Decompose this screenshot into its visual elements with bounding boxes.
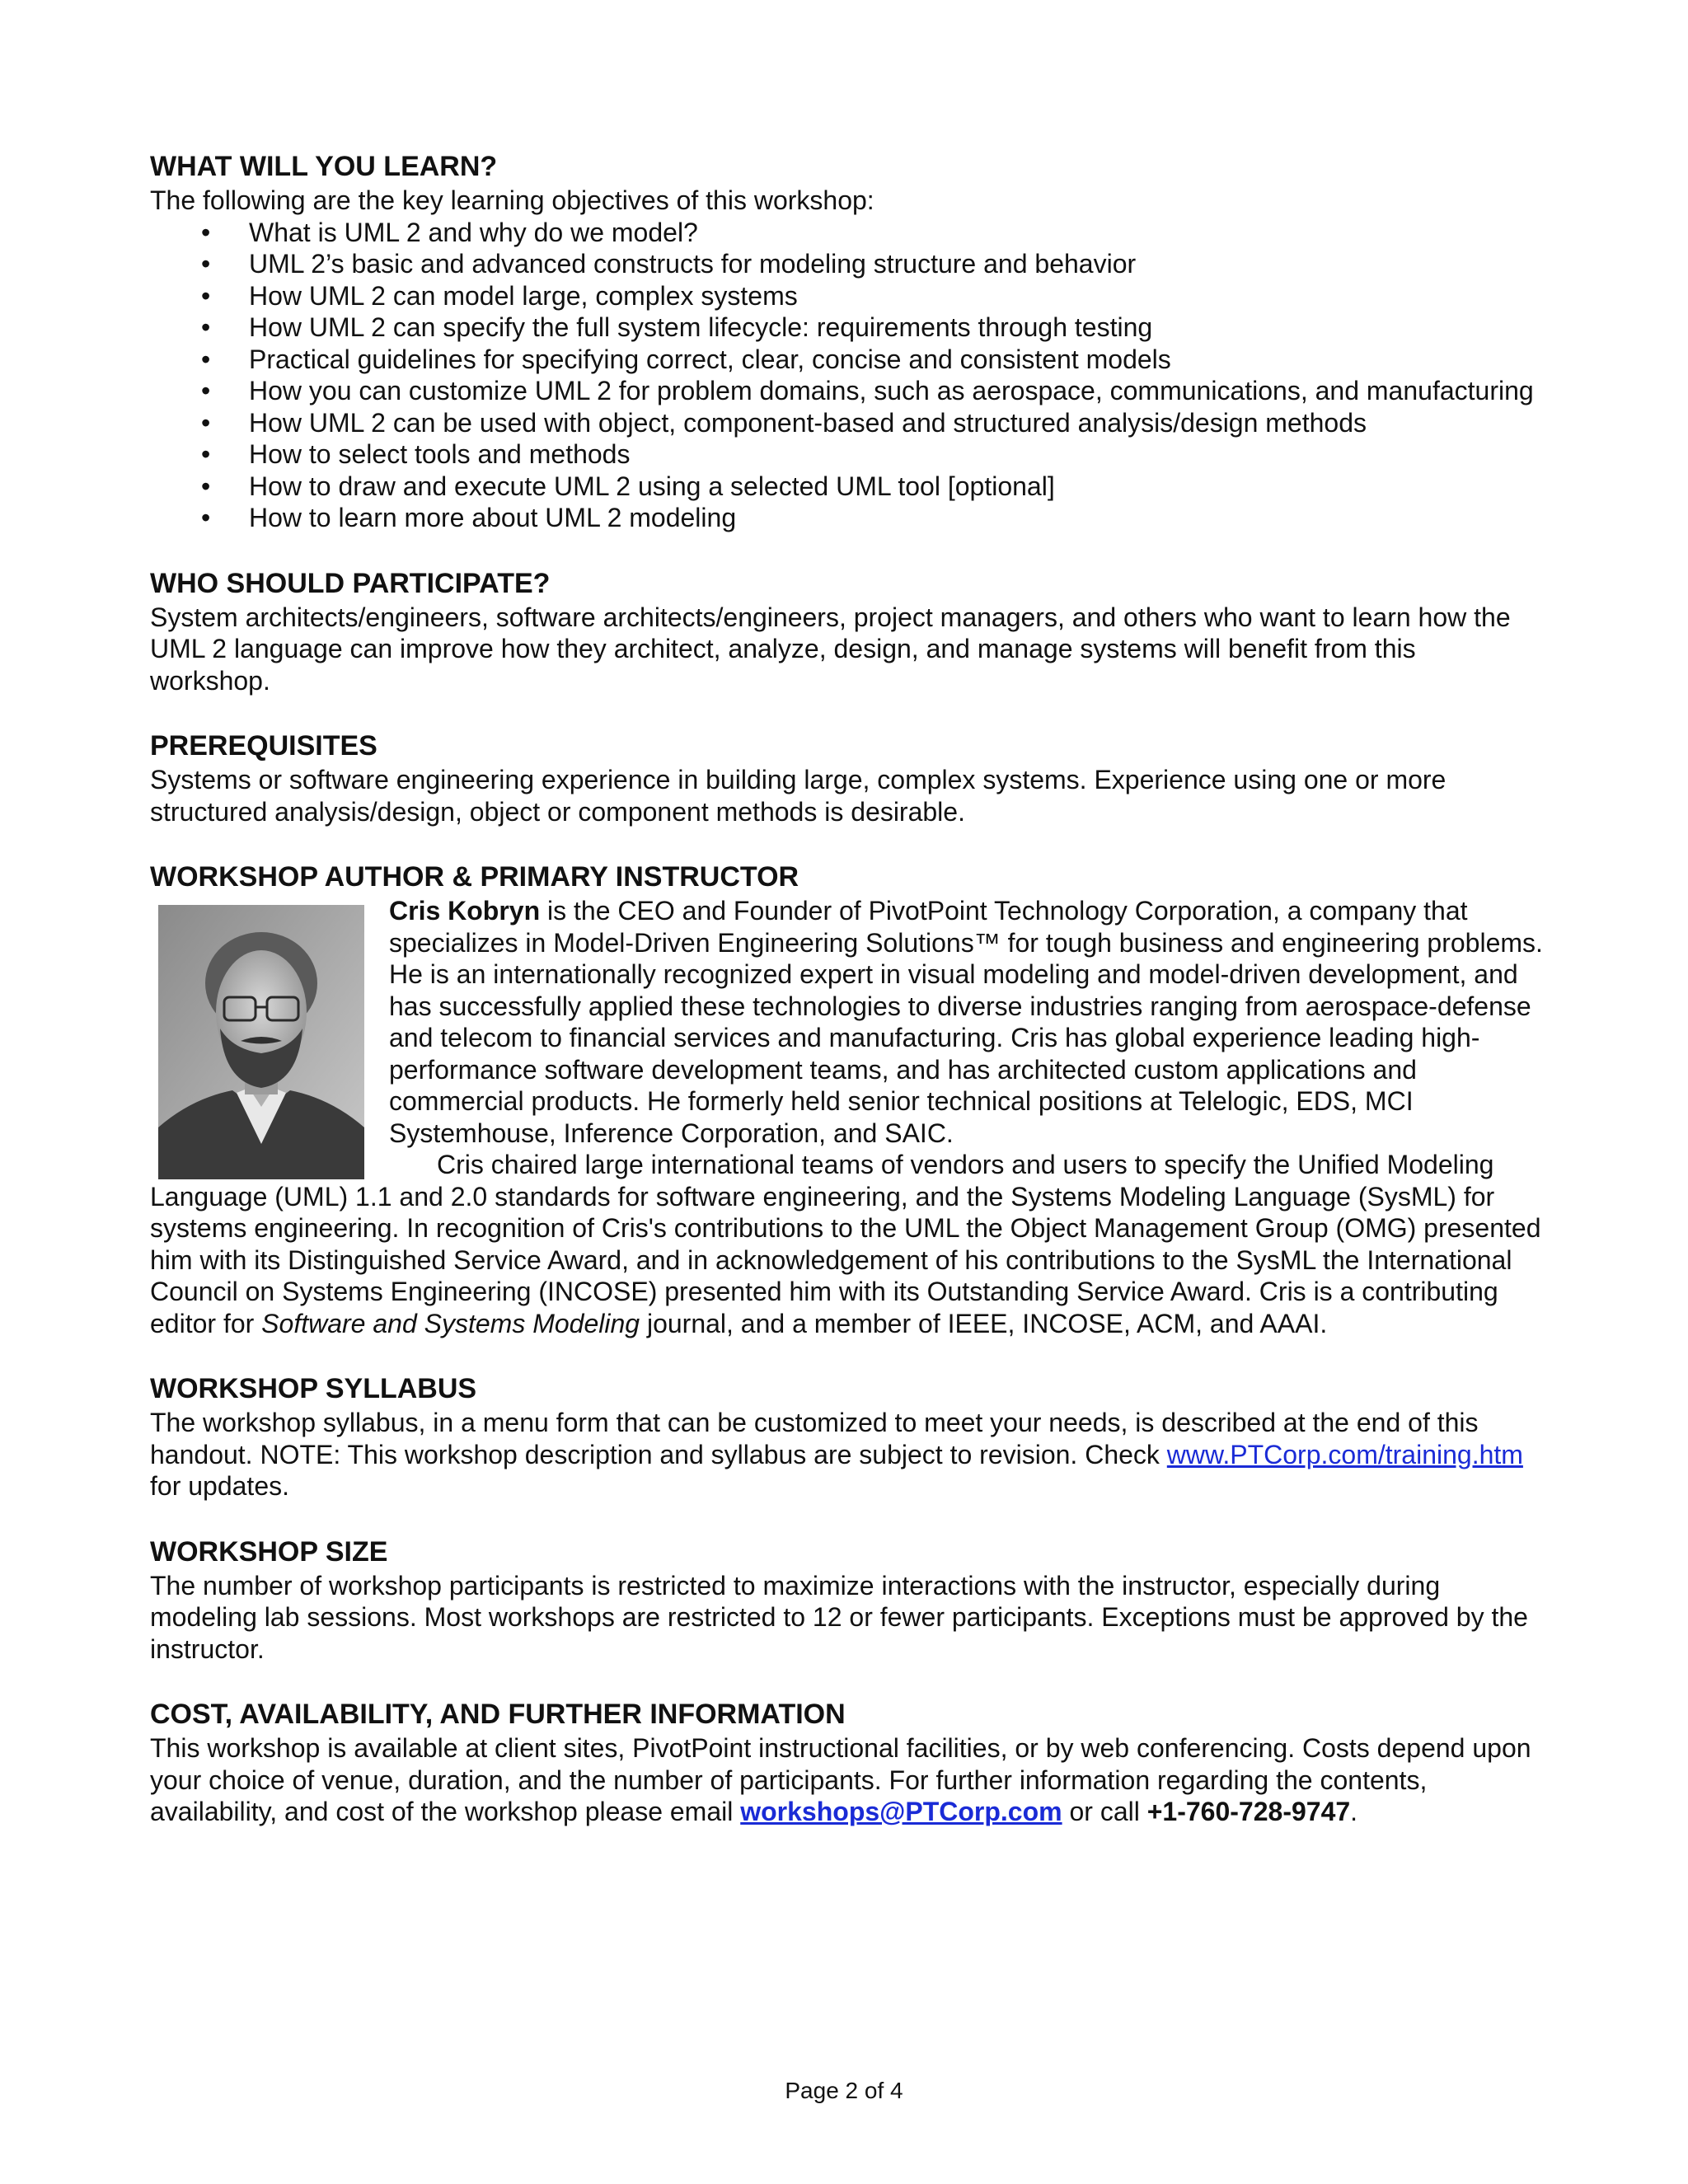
bullet-icon: •: [201, 471, 211, 501]
journal-title: Software and Systems Modeling: [261, 1308, 640, 1338]
section-prerequisites: [150, 728, 1543, 827]
section-workshop-size: [150, 1534, 1543, 1666]
heading-cost: COST, AVAILABILITY, AND FURTHER INFORMATION: [150, 1699, 846, 1730]
heading-syllabus: WORKSHOP SYLLABUS: [150, 1373, 477, 1404]
list-item: • How to select tools and methods: [201, 439, 631, 469]
heading-what-will-you-learn: WHAT WILL YOU LEARN?: [150, 151, 498, 182]
section-who-should-participate: [150, 565, 1543, 697]
section-what-will-you-learn: [150, 148, 1543, 534]
list-item: • UML 2’s basic and advanced constructs for modeling structure and behavior: [201, 249, 1137, 279]
phone-number: +1-760-728-9747: [1146, 1797, 1351, 1826]
page-number: Page 2 of 4: [785, 2078, 903, 2103]
section-cost: [150, 1696, 1543, 1828]
heading-prerequisites: PREREQUISITES: [150, 730, 377, 762]
list-item: • What is UML 2 and why do we model?: [201, 217, 698, 247]
list-item: • How UML 2 can specify the full system lifecycle: requirements through testing: [201, 312, 1153, 342]
list-item: • How UML 2 can be used with object, component-based and structured analysis/design methods: [201, 407, 1367, 438]
bullet-icon: •: [201, 217, 211, 247]
list-item: • How you can customize UML 2 for problem domains, such as aerospace, communications, and manufacturing: [201, 376, 1534, 405]
cost-text: This workshop is available at client sites, PivotPoint instructional facilities, or by web conferencing. Costs depend upon your choice of venue, duration, and the number of participants. For further information regarding the contents, availability, and cost of the workshop please email workshops@PTCorp.com or call +1-760-728-9747.: [150, 1733, 1531, 1826]
instructor-name: Cris Kobryn: [389, 896, 541, 926]
heading-author: WORKSHOP AUTHOR & PRIMARY INSTRUCTOR: [150, 861, 799, 893]
list-item: • How to learn more about UML 2 modeling: [201, 503, 737, 532]
instructor-bio-continued: Cris chaired large international teams of vendors and users to specify the Unified Modeling Language (UML) 1.1 and 2.0 standards for software engineering, and the Systems Modeling Language (SysML) for systems engineering. In recognition of Cris's contributions to the UML the Object Management Group (OMG) presented him with its Distinguished Service Award, and in acknowledgement of his contributions to the SysML the International Council on Systems Engineering (INCOSE) presented him with its Outstanding Service Award. Cris is a contributing editor for Software and Systems Modeling journal, and a member of IEEE, INCOSE, ACM, and AAAI.: [150, 1150, 1541, 1338]
bullet-icon: •: [201, 280, 211, 311]
syllabus-text: The workshop syllabus, in a menu form that can be customized to meet your needs, is described at the end of this handout. NOTE: This workshop description and syllabus are subject to revision. Check www.PTCorp.com/training.htm for updates.: [150, 1408, 1523, 1501]
heading-workshop-size: WORKSHOP SIZE: [150, 1535, 388, 1568]
workshop-size-text: The number of workshop participants is restricted to maximize interactions with the instructor, especially during modeling lab sessions. Most workshops are restricted to 12 or fewer participants. Exceptions must be approved by the instructor.: [150, 1570, 1528, 1664]
section-syllabus: [150, 1371, 1543, 1502]
participate-text: System architects/engineers, software architects/engineers, project managers, and others who want to learn how the UML 2 language can improve how they architect, analyze, design, and manage systems will benefit from this workshop.: [150, 602, 1511, 696]
bullet-icon: •: [201, 439, 211, 469]
bullet-icon: •: [201, 249, 211, 279]
learn-intro: The following are the key learning objectives of this workshop:: [150, 185, 874, 215]
bullet-icon: •: [201, 312, 211, 342]
heading-who-should-participate: WHO SHOULD PARTICIPATE?: [150, 567, 551, 599]
prerequisites-text: Systems or software engineering experience in building large, complex systems. Experience using one or more structured analysis/design, object or component methods is desirable.: [150, 765, 1447, 827]
section-author: [150, 859, 1543, 1339]
bullet-icon: •: [201, 344, 211, 374]
email-link[interactable]: workshops@PTCorp.com: [740, 1797, 1062, 1826]
instructor-photo: [158, 905, 364, 1179]
instructor-bio: Cris Kobryn is the CEO and Founder of PivotPoint Technology Corporation, a company that specializes in Model-Driven Engineering Solutions™ for tough business and engineering problems. He is an internationally recognized expert in visual modeling and model-driven development, and has successfully applied these technologies to diverse industries ranging from aerospace-defense and telecom to financial services and manufacturing. Cris has global experience leading high-performance software development teams, and has architected custom applications and commercial products. He formerly held senior technical positions at Telelogic, EDS, MCI Systemhouse, Inference Corporation, and SAIC.: [389, 896, 1543, 1148]
document-body: [150, 148, 1543, 1859]
list-item: • Practical guidelines for specifying correct, clear, concise and consistent models: [201, 344, 1171, 374]
learning-objectives-list: [150, 217, 1543, 534]
training-link[interactable]: www.PTCorp.com/training.htm: [1166, 1439, 1523, 1469]
bullet-icon: •: [201, 503, 211, 532]
list-item: • How to draw and execute UML 2 using a selected UML tool [optional]: [201, 471, 1055, 501]
bullet-icon: •: [201, 376, 211, 405]
bullet-icon: •: [201, 407, 211, 438]
list-item: • How UML 2 can model large, complex systems: [201, 280, 798, 311]
